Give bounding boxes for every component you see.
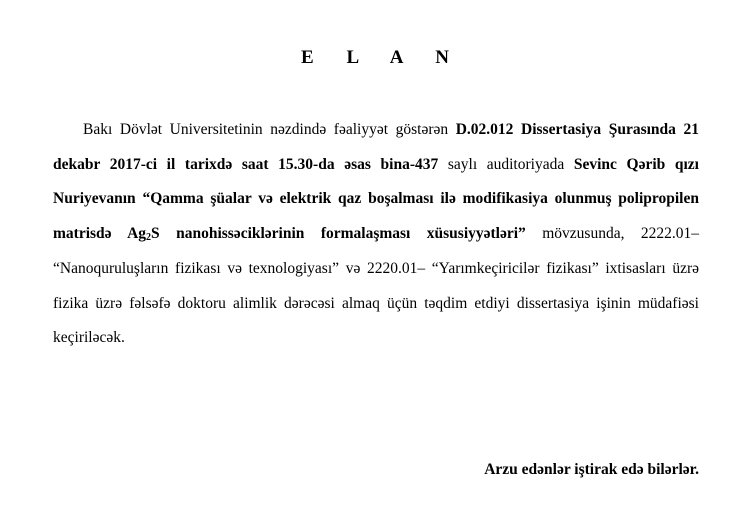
chemical-subscript: 2 <box>146 232 152 244</box>
dissertation-title-start: Sevinc Qərib qızı Nuriyevanın “Qamma şüalar və elektrik qaz boşalması ilə modifikasiya olunmuş polipropilen matrisdə Ag <box>53 155 699 243</box>
announcement-body <box>53 113 699 356</box>
council-and-schedule: D.02.012 Dissertasiya Şurasında 21 dekabr 2017-ci il tarixdə saat 15.30-da əsas bina-437 <box>53 121 700 173</box>
announcement-title: E L A N <box>301 47 463 68</box>
body-text-auditorium: saylı auditoriyada <box>438 155 574 173</box>
body-text-specialties: mövzusunda, 2222.01– “Nanoquruluşların fizikası və texnologiyası” və 2220.01– “Yarımkeçiricilər fizikası” ixtisasları üzrə fizika üzrə fəlsəfə doktoru alimlik dərəcəsi almaq üçün təqdim etdiyi dissertasiya işinin müdafiəsi keçiriləcək. <box>53 225 699 347</box>
body-text-intro: Bakı Dövlət Universitetinin nəzdində fəaliyyət göstərən <box>83 121 456 138</box>
dissertation-title-end: S nanohissəciklərinin formalaşması xüsusiyyətləri” <box>151 225 526 243</box>
closing-invitation: Arzu edənlər iştirak edə bilərlər. <box>484 461 699 478</box>
